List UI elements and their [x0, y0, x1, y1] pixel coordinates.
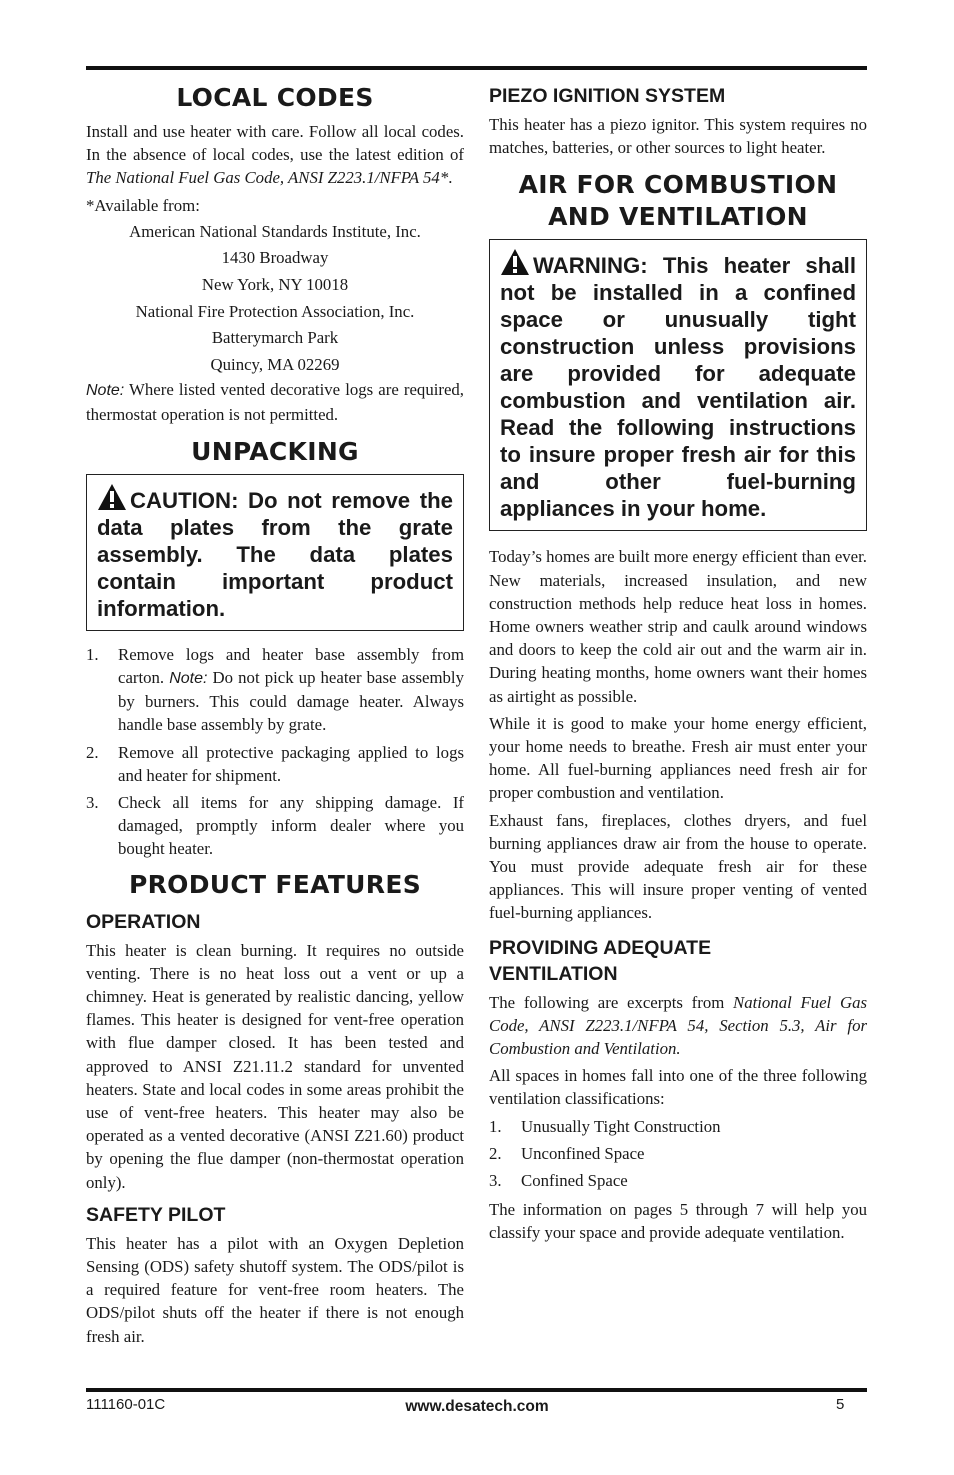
list-item	[489, 1169, 867, 1192]
item-label: Unconfined Space	[521, 1143, 645, 1163]
top-rule	[86, 66, 867, 70]
item-label: Unusually Tight Construction	[521, 1116, 721, 1136]
step-text: Remove all protective packaging applied to logs and heater for shipment.	[118, 742, 464, 785]
excerpts-intro	[489, 991, 867, 1061]
air-heading-line: AND VENTILATION	[548, 202, 808, 232]
product-features-heading: PRODUCT FEATURES	[128, 869, 422, 899]
classifications-intro: All spaces in homes fall into one of the three following ventilation classifications:	[489, 1066, 867, 1109]
warning-text: WARNING: This heater shall not be installed in a confined space or unusually tight construction unless provisions are provided for adequate combustion and ventilation air. Read the following instructions to insure proper fresh air for this and other fuel-burning appliances in your home.	[500, 253, 856, 522]
local-codes-heading: LOCAL CODES	[176, 83, 374, 112]
note-label: Note:	[169, 669, 208, 687]
step-text: Check all items for any shipping damage. If damaged, promptly inform dealer where you bought heater.	[118, 793, 464, 859]
page-number: 5	[836, 1396, 845, 1413]
caution-paragraph	[97, 483, 453, 622]
piezo-heading: PIEZO IGNITION SYSTEM	[489, 85, 726, 107]
available-from: *Available from:	[86, 195, 200, 215]
note-label: Note:	[86, 382, 125, 400]
address-block	[86, 219, 464, 379]
warning-triangle-icon	[97, 483, 127, 511]
fuel-gas-code-citation: The National Fuel Gas Code, ANSI Z223.1/NFPA 54*	[86, 168, 449, 188]
unpacking-steps	[86, 643, 464, 861]
ventilation-classifications	[489, 1115, 867, 1193]
step-number: 2.	[86, 742, 99, 762]
step-number: 3.	[86, 793, 99, 812]
item-number: 1.	[489, 1116, 502, 1136]
air-paragraph: While it is good to make your home energy efficient, your home needs to breathe. Fresh air must enter your home. All fuel-burning appliances need fresh air for proper combustion and ventilation.	[489, 713, 867, 803]
footer-rule	[86, 1388, 867, 1392]
closing-paragraph: The information on pages 5 through 7 will help you classify your space and provide adequate ventilation.	[489, 1200, 867, 1243]
list-item	[489, 1142, 867, 1165]
item-label: Confined Space	[521, 1171, 628, 1191]
local-codes-period: .	[448, 168, 453, 188]
operation-heading: OPERATION	[86, 910, 201, 933]
warning-triangle-icon	[500, 248, 530, 276]
excerpts-citation: National Fuel Gas Code, ANSI Z223.1/NFPA 54, Section 5.3, Air for Combustion and Ventilation.	[489, 992, 867, 1059]
air-combustion-heading	[489, 169, 867, 233]
address-line: 1430 Broadway	[221, 248, 329, 268]
air-paragraph: Exhaust fans, fireplaces, clothes dryers, and fuel burning appliances draw air from the house to operate. You must provide adequate fresh air for these appliances. This will insure proper venting of vented fuel-burning appliances.	[489, 810, 867, 923]
operation-text: This heater is clean burning. It requires no outside venting. There is no heat loss out a vent or up a chimney. Heat is generated by realistic dancing, yellow flames. This heater is designed for vent-free operation with flue damper closed. It has been tested and approved to ANSI Z21.11.2 standard for unvented heaters. State and local codes in some areas prohibit the use of vent-free heaters. This heater may also be operated as a vented decorative (ANSI Z21.60) product by opening the flue damper (non-thermostat operation only).	[86, 940, 464, 1192]
air-heading-line: AIR FOR COMBUSTION	[518, 170, 838, 200]
providing-heading-line: PROVIDING ADEQUATE	[489, 936, 712, 959]
list-item	[86, 643, 464, 737]
list-item	[86, 791, 464, 861]
vented-logs-note	[86, 378, 464, 425]
address-line: National Fire Protection Association, Inc.	[135, 301, 415, 321]
left-column	[86, 80, 464, 1352]
address-line: American National Standards Institute, Inc.	[129, 221, 421, 241]
note-text: Where listed vented decorative logs are required, thermostat operation is not permitted.	[86, 380, 464, 424]
air-paragraph: Today’s homes are built more energy efficient than ever. New materials, increased insulation, and new construction methods help reduce heat loss in homes. Home owners weather strip and caulk around windows and doors to keep the cold air out and the warm air in. During heating months, home owners want their homes as airtight as possible.	[489, 547, 867, 706]
local-codes-text: Install and use heater with care. Follow all local codes. In the absence of local codes, use the latest edition of	[86, 122, 464, 165]
providing-ventilation-heading	[489, 935, 867, 987]
caution-text: CAUTION: Do not remove the data plates from the grate assembly. The data plates contain important product information.	[97, 487, 453, 621]
unpacking-heading: UNPACKING	[191, 436, 359, 466]
step-text: Remove logs and heater base assembly from carton.	[118, 644, 464, 687]
excerpts-text: The following are excerpts from	[489, 992, 733, 1012]
item-number: 3.	[489, 1171, 502, 1191]
warning-paragraph	[500, 248, 856, 522]
safety-pilot-heading: SAFETY PILOT	[86, 1203, 226, 1226]
providing-heading-line: VENTILATION	[489, 962, 618, 985]
step-text-continued: Do not pick up heater base assembly by burners. This could damage heater. Always handle base assembly by grate.	[118, 667, 464, 735]
list-item	[86, 741, 464, 787]
caution-box	[86, 474, 464, 631]
warning-box	[489, 239, 867, 531]
address-line: Quincy, MA 02269	[210, 354, 340, 374]
address-line: Batterymarch Park	[211, 328, 339, 348]
website-link[interactable]: www.desatech.com	[405, 1398, 549, 1415]
step-number: 1.	[86, 644, 99, 664]
safety-pilot-text: This heater has a pilot with an Oxygen Depletion Sensing (ODS) safety shutoff system. The ODS/pilot is a required feature for vent-free room heaters. The ODS/pilot shuts off the heater if there is not enough fresh air.	[86, 1233, 464, 1346]
piezo-text: This heater has a piezo ignitor. This system requires no matches, batteries, or other sources to light heater.	[489, 115, 867, 158]
local-codes-paragraph	[86, 120, 464, 190]
right-column	[489, 80, 867, 1249]
document-number: 111160-01C	[86, 1396, 166, 1413]
address-line: New York, NY 10018	[201, 275, 349, 294]
item-number: 2.	[489, 1143, 502, 1163]
list-item	[489, 1115, 867, 1138]
